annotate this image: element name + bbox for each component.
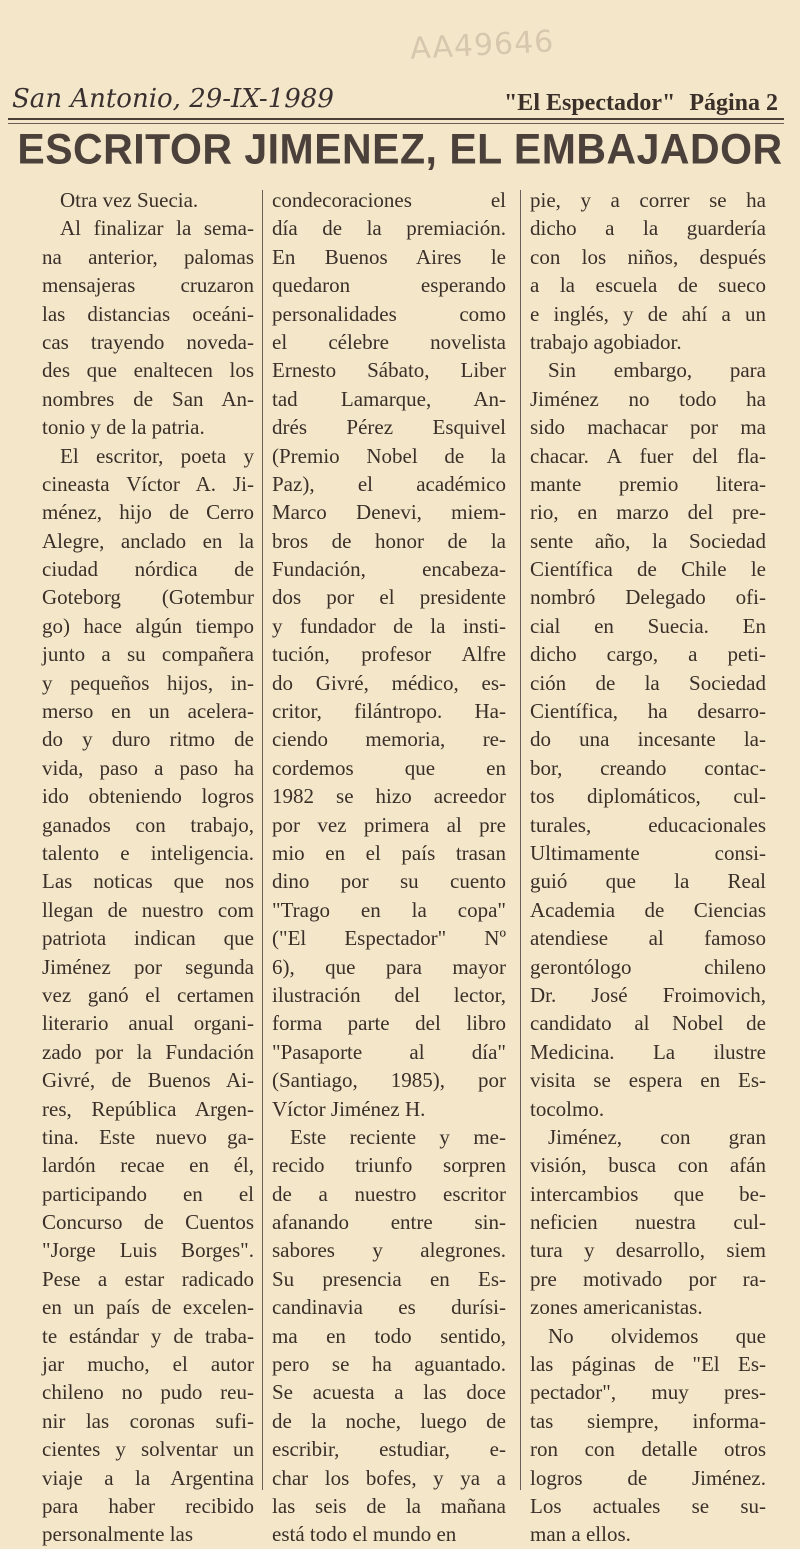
text-line: cas trayendo noveda- [42,329,254,354]
text-line: Dr. José Froimovich, [530,982,766,1007]
text-line: Jiménez, con gran [548,1124,766,1149]
text-line: llegan de nuestro com [42,897,254,922]
text-line: e inglés, y de ahí a un [530,301,766,326]
text-line: merso en un acelera- [42,699,254,724]
text-line: sente año, la Sociedad [530,528,766,553]
text-line: Los actuales se su- [530,1493,766,1518]
text-line: dicho cargo, a peti- [530,642,766,667]
text-line: talento e inteligencia. [42,840,254,865]
text-line: ma en todo sentido, [272,1323,506,1348]
text-line: drés Pérez Esquivel [272,415,506,440]
text-line: ciendo memoria, re- [272,727,506,752]
text-line: Víctor Jiménez H. [272,1096,426,1121]
text-line: junto a su compañera [42,642,254,667]
text-line: rio, en marzo del pre- [530,500,766,525]
article-column-2 [272,186,506,1549]
text-line: ciudad nórdica de [42,557,254,582]
text-line: día de la premiación. [272,216,506,241]
text-line: las distancias oceáni- [42,301,254,326]
header-rule [8,118,784,120]
paragraph [42,214,254,441]
text-line: res, República Argen- [42,1096,254,1121]
text-line: pre motivado por ra- [530,1266,766,1291]
text-line: literario anual organi- [42,1011,254,1036]
text-line: Fundación, encabeza- [272,557,506,582]
text-line: chacar. A fuer del fla- [530,443,766,468]
text-line: ido obteniendo logros [42,784,254,809]
text-line: cientes y solventar un [42,1437,254,1462]
text-line: candinavia es durísi- [272,1295,506,1320]
text-line: a la escuela de sueco [530,273,766,298]
text-line: Pese a estar radicado [42,1266,254,1291]
text-line: de a nuestro escritor [272,1181,506,1206]
text-line: forma parte del libro [272,1011,506,1036]
handwritten-date-note: San Antonio, 29-IX-1989 [12,84,334,114]
text-line: Goteborg (Gotembur [42,585,254,610]
text-line: en un país de excelen- [42,1295,254,1320]
paragraph [272,186,506,1123]
text-line: Se acuesta a las doce [272,1380,506,1405]
text-line: patriota indican que [42,926,254,951]
text-line: nir las coronas sufi- [42,1408,254,1433]
text-line: go) hace algún tiempo [42,613,254,638]
article-column-1 [42,186,254,1549]
text-line: las páginas de "El Es- [530,1352,766,1377]
text-line: Alegre, anclado en la [42,528,254,553]
text-line: Jiménez por segunda [42,954,254,979]
text-line: "Jorge Luis Borges". [42,1238,254,1263]
text-line: Otra vez Suecia. [60,188,199,212]
column-divider [520,190,521,1490]
text-line: ción de la Sociedad [530,670,766,695]
text-line: atendiese al famoso [530,926,766,951]
text-line: En Buenos Aires le [272,244,506,269]
paragraph [42,186,254,214]
text-line: viaje a la Argentina [42,1465,254,1490]
headline: ESCRITOR JIMENEZ, EL EMBAJADOR [17,124,783,174]
text-line: cial en Suecia. En [530,613,766,638]
text-line: (Santiago, 1985), por [272,1068,506,1093]
text-line: guió que la Real [530,869,766,894]
text-line: y pequeños hijos, in- [42,670,254,695]
text-line: tocolmo. [530,1096,605,1121]
text-line: visión, busca con afán [530,1153,766,1178]
text-line: pie, y a correr se ha [530,188,766,212]
text-line: El escritor, poeta y [60,443,254,468]
text-line: nombres de San An- [42,386,254,411]
text-line: quedaron esperando [272,273,506,298]
text-line: "Trago en la copa" [272,897,506,922]
text-line: zones americanistas. [530,1295,703,1320]
text-line: tas siempre, informa- [530,1408,766,1433]
text-line: tución, profesor Alfre [272,642,506,667]
text-line: está todo el mundo en [272,1522,457,1547]
text-line: vida, paso a paso ha [42,755,254,780]
text-line: condecoraciones el [272,188,506,212]
text-line: participando en el [42,1181,254,1206]
paragraph [42,442,254,1549]
text-line: jar mucho, el autor [42,1352,254,1377]
text-line: critor, filántropo. Ha- [272,699,506,724]
text-line: Concurso de Cuentos [42,1210,254,1235]
text-line: pero se ha aguantado. [272,1352,506,1377]
text-line: intercambios que be- [530,1181,766,1206]
text-line: tad Lamarque, An- [272,386,506,411]
text-line: Ernesto Sábato, Liber [272,358,506,383]
paragraph [530,1123,766,1322]
text-line: ilustración del lector, [272,982,506,1007]
text-line: Este reciente y me- [290,1124,506,1149]
text-line: Medicina. La ilustre [530,1039,766,1064]
text-line: por vez primera al pre [272,812,506,837]
text-line: logros de Jiménez. [530,1465,766,1490]
text-line: Paz), el académico [272,471,506,496]
text-line: mensajeras cruzaron [42,273,254,298]
text-line: des que enaltecen los [42,358,254,383]
text-line: dino por su cuento [272,869,506,894]
text-line: Científica, ha desarro- [530,699,766,724]
text-line: zado por la Fundación [42,1039,254,1064]
text-line: do Givré, médico, es- [272,670,506,695]
text-line: Sin embargo, para [548,358,766,383]
text-line: tina. Este nuevo ga- [42,1124,254,1149]
text-line: 6), que para mayor [272,954,506,979]
text-line: escribir, estudiar, e- [272,1437,506,1462]
text-line: (Premio Nobel de la [272,443,506,468]
text-line: lardón recae en él, [42,1153,254,1178]
text-line: "Pasaporte al día" [272,1039,506,1064]
text-line: No olvidemos que [548,1323,766,1348]
text-line: ("El Espectador" Nº [272,926,506,951]
text-line: cineasta Víctor A. Ji- [42,471,254,496]
text-line: Su presencia en Es- [272,1266,506,1291]
text-line: Academia de Ciencias [530,897,766,922]
newspaper-header [504,90,778,117]
text-line: personalmente las [42,1522,194,1547]
text-line: Las noticas que nos [42,869,254,894]
text-line: man a ellos. [530,1522,631,1547]
text-line: nombró Delegado ofi- [530,585,766,610]
paragraph [530,186,766,356]
text-line: pectador", muy pres- [530,1380,766,1405]
text-line: dos por el presidente [272,585,506,610]
text-line: las seis de la mañana [272,1493,506,1518]
text-line: chileno no pudo reu- [42,1380,254,1405]
text-line: visita se espera en Es- [530,1068,766,1093]
text-line: mante premio litera- [530,471,766,496]
text-line: ménez, hijo de Cerro [42,500,254,525]
text-line: tura y desarrollo, siem [530,1238,766,1263]
article-column-3 [530,186,766,1549]
text-line: recido triunfo sorpren [272,1153,506,1178]
text-line: trabajo agobiador. [530,329,682,354]
text-line: con los niños, después [530,244,766,269]
text-line: tonio y de la patria. [42,415,205,440]
text-line: ganados con trabajo, [42,812,254,837]
text-line: de la noche, luego de [272,1408,506,1433]
text-line: neficien nuestra cul- [530,1210,766,1235]
text-line: turales, educacionales [530,812,766,837]
text-line: sido machacar por ma [530,415,766,440]
text-line: sabores y alegrones. [272,1238,506,1263]
text-line: ron con detalle otros [530,1437,766,1462]
text-line: char los bofes, y ya a [272,1465,506,1490]
archive-stamp: AA49646 [409,24,556,67]
text-line: Givré, de Buenos Ai- [42,1068,254,1093]
text-line: 1982 se hizo acreedor [272,784,506,809]
paragraph [530,1322,766,1549]
newspaper-name: "El Espectador" [503,90,676,116]
text-line: dicho a la guardería [530,216,766,241]
paragraph [272,1123,506,1549]
text-line: cordemos que en [272,755,506,780]
text-line: bros de honor de la [272,528,506,553]
text-line: personalidades como [272,301,506,326]
text-line: el célebre novelista [272,329,506,354]
text-line: Al finalizar la sema- [60,216,254,241]
text-line: afanando entre sin- [272,1210,506,1235]
text-line: na anterior, palomas [42,244,254,269]
text-line: do una incesante la- [530,727,766,752]
text-line: gerontólogo chileno [530,954,766,979]
text-line: para haber recibido [42,1493,254,1518]
text-line: Ultimamente consi- [530,840,766,865]
text-line: candidato al Nobel de [530,1011,766,1036]
text-line: tos diplomáticos, cul- [530,784,766,809]
paragraph [530,356,766,1123]
text-line: vez ganó el certamen [42,982,254,1007]
text-line: Científica de Chile le [530,557,766,582]
text-line: Marco Denevi, miem- [272,500,506,525]
text-line: te estándar y de traba- [42,1323,254,1348]
page-number: Página 2 [689,90,778,116]
text-line: y fundador de la insti- [272,613,506,638]
text-line: Jiménez no todo ha [530,386,766,411]
text-line: do y duro ritmo de [42,727,254,752]
text-line: mio en el país trasan [272,840,506,865]
column-divider [262,190,263,1490]
text-line: bor, creando contac- [530,755,766,780]
